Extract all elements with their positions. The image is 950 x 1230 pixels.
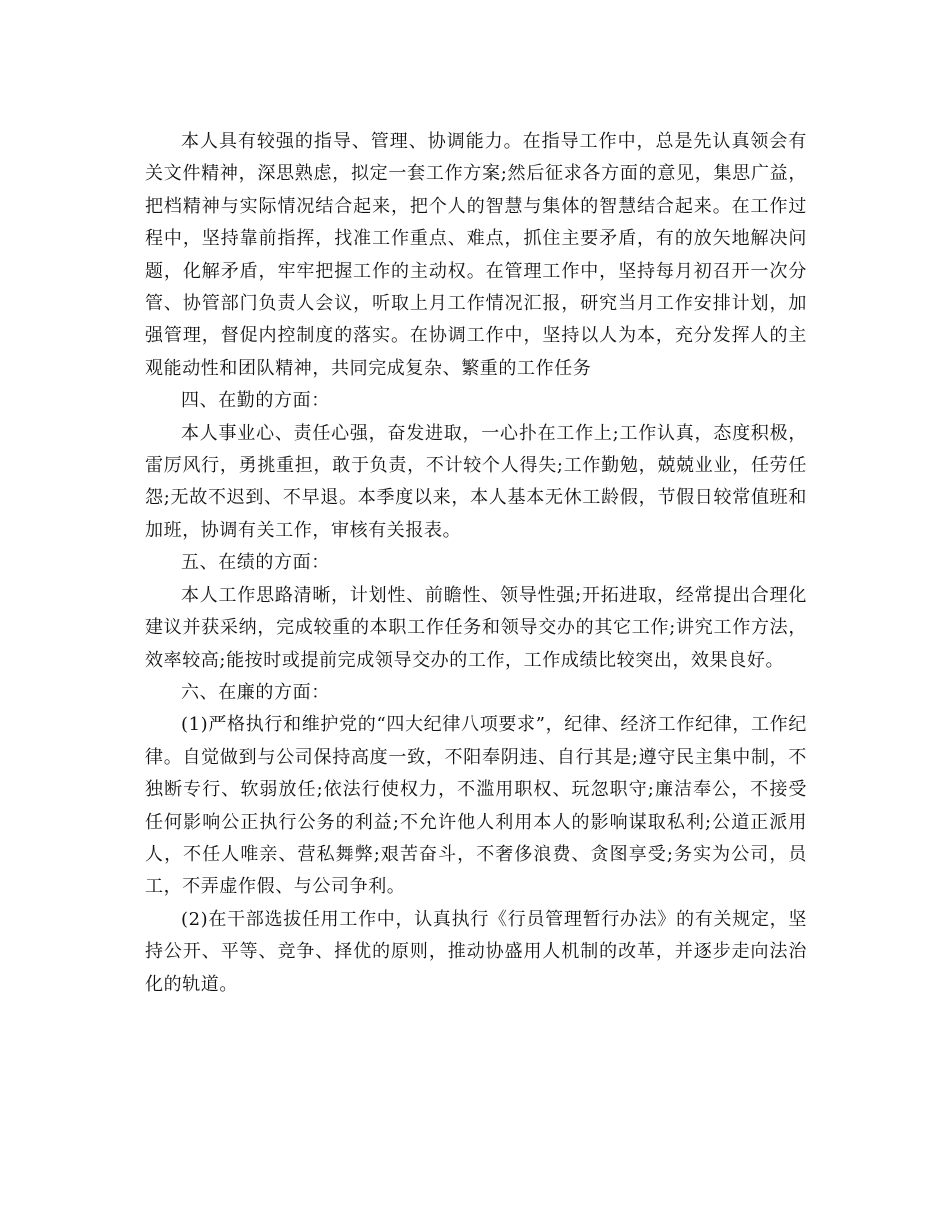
paragraph-integrity-1: (1)严格执行和维护党的“四大纪律八项要求”，纪律、经济工作纪律，工作纪律。自觉做到与公司保持高度一致，不阳奉阴违、自行其是;遵守民主集中制，不独断专行、软弱放任;依法行使权力，不滥用职权、玩忽职守;廉洁奉公，不接受任何影响公正执行公务的利益;不允许他人利用本人的影响谋取私利;公道正派用人，不任人唯亲、营私舞弊;艰苦奋斗，不奢侈浪费、贪图享受;务实为公司，员工，不弄虚作假、与公司争利。 xyxy=(145,714,807,898)
paragraph-integrity-2: (2)在干部选拔任用工作中，认真执行《行员管理暂行办法》的有关规定，坚持公开、平等、竞争、择优的原则，推动协盛用人机制的改革，并逐步走向法治化的轨道。 xyxy=(145,908,807,995)
heading-integrity: 六、在廉的方面： xyxy=(181,681,330,703)
paragraph-ability: 本人具有较强的指导、管理、协调能力。在指导工作中，总是先认真领会有关文件精神，深思熟虑，拟定一套工作方案;然后征求各方面的意见，集思广益，把档精神与实际情况结合起来，把个人的智慧与集体的智慧结合起来。在工作过程中，坚持靠前指挥，找准工作重点、难点，抓住主要矛盾，有的放矢地解决问题，化解矛盾，牢牢把握工作的主动权。在管理工作中，坚持每月初召开一次分管、协管部门负责人会议，听取上月工作情况汇报，研究当月工作安排计划，加强管理，督促内控制度的落实。在协调工作中，坚持以人为本，充分发挥人的主观能动性和团队精神，共同完成复杂、繁重的工作任务 xyxy=(145,131,807,379)
paragraph-performance: 本人工作思路清晰，计划性、前瞻性、领导性强;开拓进取，经常提出合理化建议并获采纳，完成较重的本职工作任务和领导交办的其它工作;讲究工作方法，效率较高;能按时或提前完成领导交办的工作，工作成绩比较突出，效果良好。 xyxy=(145,584,807,671)
paragraph-diligence: 本人事业心、责任心强，奋发进取，一心扑在工作上;工作认真，态度积极，雷厉风行，勇挑重担，敢于负责，不计较个人得失;工作勤勉，兢兢业业，任劳任怨;无故不迟到、不早退。本季度以来，本人基本无休工龄假，节假日较常值班和加班，协调有关工作，审核有关报表。 xyxy=(145,422,807,541)
heading-diligence: 四、在勤的方面： xyxy=(181,390,330,412)
document-page xyxy=(145,126,807,1001)
heading-performance: 五、在绩的方面： xyxy=(181,552,330,574)
